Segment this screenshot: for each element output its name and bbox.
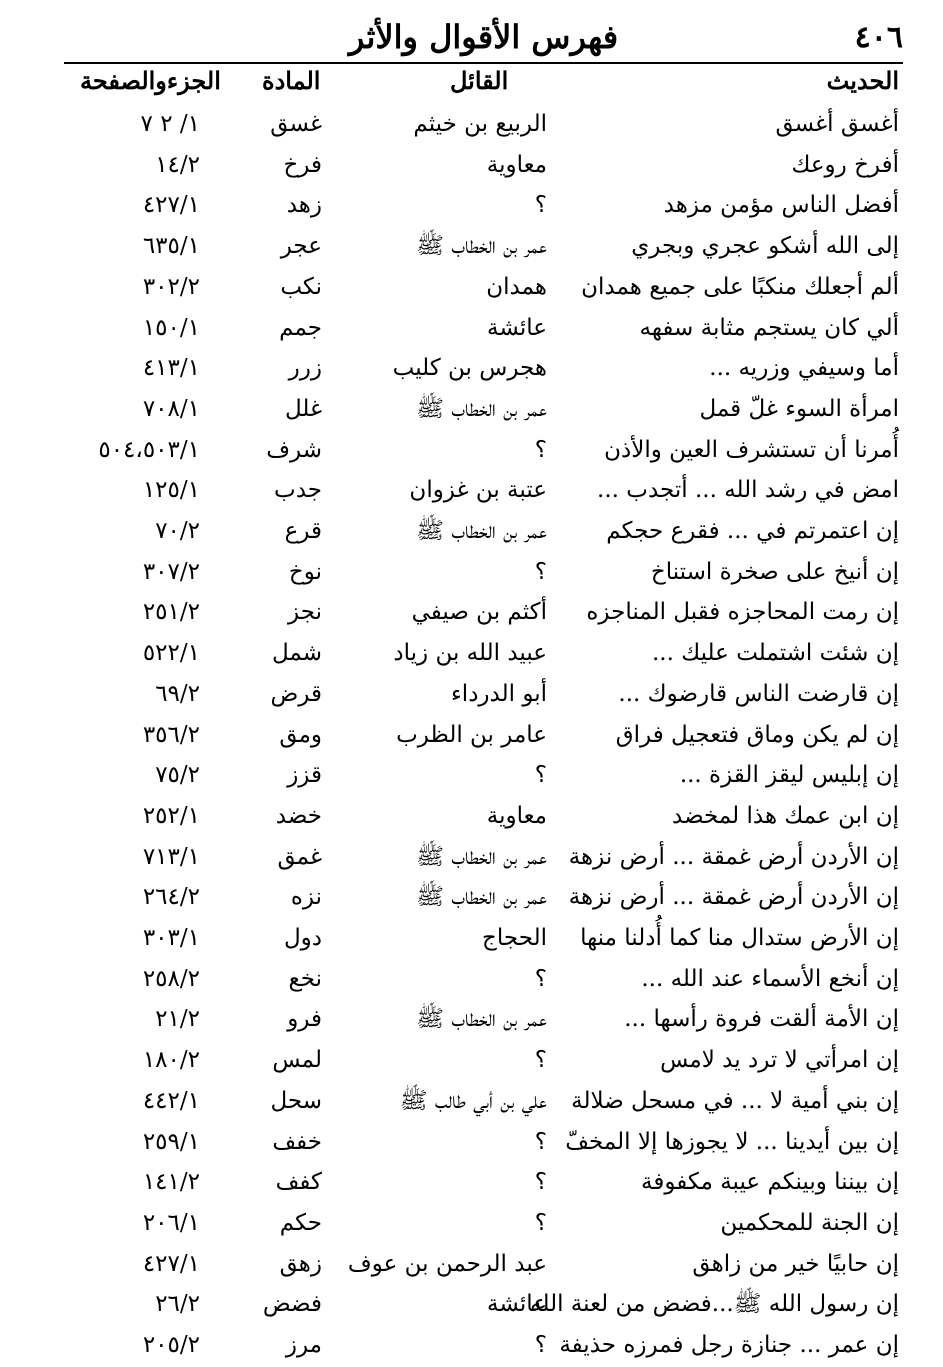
ref-cell: ٢٥١/٢ <box>142 599 200 626</box>
hadith-cell: إن الأردن أرض غمقة ... أرض نزهة <box>568 843 899 870</box>
qaail-cell: أكثم بن صيفي <box>411 599 547 626</box>
madda-cell: شمل <box>272 640 322 667</box>
table-row <box>0 715 943 755</box>
ref-cell: ٤١٣/١ <box>142 355 200 382</box>
table-row <box>0 145 943 185</box>
madda-cell: زهق <box>279 1250 322 1277</box>
ref-cell: ٥٠٤،٥٠٣/١ <box>98 436 200 463</box>
qaail-cell: همدان <box>486 273 547 300</box>
madda-cell: خفف <box>272 1128 322 1155</box>
madda-cell: قزز <box>287 762 322 789</box>
table-row <box>0 959 943 999</box>
hadith-cell: إن بين أيدينا ... لا يجوزها إلا المخفّ <box>565 1128 899 1155</box>
table-row <box>0 1203 943 1243</box>
madda-cell: فضض <box>262 1291 322 1318</box>
madda-cell: عجر <box>280 233 322 260</box>
qaail-cell: ؟ <box>534 558 547 585</box>
qaail-cell: أبو الدرداء <box>450 680 547 707</box>
ref-cell: ١٨٠/٢ <box>142 1047 200 1074</box>
madda-cell: مرز <box>285 1332 322 1358</box>
hadith-cell: أفضل الناس مؤمن مزهد <box>663 192 899 219</box>
qaail-cell: عمر بن الخطاب ﷺ <box>416 518 547 544</box>
table-row <box>0 999 943 1039</box>
qaail-cell: عمر بن الخطاب ﷺ <box>416 233 547 260</box>
qaail-cell: عمر بن الخطاب ﷺ <box>416 1006 547 1033</box>
ref-cell: ٣٠٢/٢ <box>142 273 200 300</box>
ref-cell: ٣٠٧/٢ <box>142 558 200 585</box>
madda-cell: قرض <box>270 680 322 707</box>
hadith-cell: إن عمر ... جنازة رجل فمرزه حذيفة <box>559 1332 899 1358</box>
ref-cell: ٢٥٩/١ <box>142 1128 200 1155</box>
hadith-cell: إن امرأتي لا ترد يد لامس <box>660 1047 899 1074</box>
table-row <box>0 674 943 714</box>
column-header-qaail: القائل <box>450 66 509 95</box>
table-row <box>0 837 943 877</box>
qaail-cell: عمر بن الخطاب ﷺ <box>416 395 547 422</box>
madda-cell: زهد <box>286 192 322 219</box>
page-number: ٤٠٦ <box>854 20 903 55</box>
qaail-cell: ؟ <box>534 1128 547 1155</box>
column-header-hadith: الحديث <box>826 66 899 95</box>
ref-cell: ٢٥٨/٢ <box>142 965 200 992</box>
madda-cell: شرف <box>266 436 322 463</box>
madda-cell: زرر <box>288 355 322 382</box>
table-row <box>0 389 943 429</box>
madda-cell: لمس <box>272 1047 322 1074</box>
hadith-cell: إن رسول الله ﷺ...فضض من لعنة الله <box>530 1291 899 1318</box>
madda-cell: كفف <box>275 1169 322 1196</box>
qaail-cell: ؟ <box>534 762 547 789</box>
madda-cell: حكم <box>279 1209 322 1236</box>
hadith-cell: ألم أجعلك منكبًا على جميع همدان <box>581 273 899 300</box>
qaail-cell: ؟ <box>534 1332 547 1358</box>
qaail-cell: عبيد الله بن زياد <box>393 640 547 667</box>
column-header-madda: المادة <box>262 66 321 95</box>
ref-cell: ٣٥٦/٢ <box>142 721 200 748</box>
qaail-cell: الحجاج <box>482 925 547 951</box>
madda-cell: دول <box>283 925 322 951</box>
madda-cell: خضد <box>275 802 322 829</box>
ref-cell: ١٤/٢ <box>155 151 200 178</box>
qaail-cell: عبد الرحمن بن عوف <box>347 1250 547 1277</box>
ref-cell: ٢٦/٢ <box>155 1291 200 1318</box>
hadith-cell: إن ابن عمك هذا لمخضد <box>672 802 899 829</box>
madda-cell: غسق <box>270 111 322 137</box>
hadith-cell: إن بني أمية لا ... في مسحل ضلالة <box>571 1087 899 1114</box>
hadith-cell: إن الجنة للمحكمين <box>720 1209 899 1236</box>
table-row <box>0 308 943 348</box>
table-row <box>0 918 943 958</box>
madda-cell: سحل <box>270 1087 322 1114</box>
table-row <box>0 470 943 510</box>
qaail-cell: علي بن أبي طالب ﷺ <box>399 1087 547 1114</box>
table-row <box>0 877 943 917</box>
ref-cell: ٢٠٦/١ <box>142 1209 200 1236</box>
table-row <box>0 1040 943 1080</box>
madda-cell: نجز <box>288 599 322 626</box>
hadith-cell: امرأة السوء غلّ قمل <box>699 395 899 422</box>
qaail-cell: عائشة <box>487 314 547 341</box>
ref-cell: ٢٦٤/٢ <box>142 884 200 911</box>
madda-cell: فرو <box>287 1006 322 1033</box>
hadith-cell: إن اعتمرتم في ... فقرع حجكم <box>606 518 899 544</box>
hadith-cell: ألي كان يستجم مثابة سفهه <box>639 314 899 341</box>
ref-cell: ١٥٠/١ <box>142 314 200 341</box>
hadith-cell: امض في رشد الله ... أتجدب ... <box>597 477 899 504</box>
qaail-cell: معاوية <box>486 802 547 829</box>
hadith-cell: إن إبليس ليقز القزة ... <box>679 762 899 789</box>
qaail-cell: ؟ <box>534 436 547 463</box>
madda-cell: نخع <box>288 965 322 992</box>
table-row <box>0 755 943 795</box>
madda-cell: غمق <box>277 843 322 870</box>
qaail-cell: هجرس بن كليب <box>392 355 547 382</box>
hadith-cell: إن قارضت الناس قارضوك ... <box>618 680 899 707</box>
madda-cell: غلل <box>284 395 322 422</box>
hadith-cell: إن أنخع الأسماء عند الله ... <box>641 965 899 992</box>
ref-cell: ٧٠/٢ <box>155 518 200 544</box>
table-row <box>0 1325 943 1365</box>
ref-cell: ٣٠٣/١ <box>142 925 200 951</box>
table-row <box>0 633 943 673</box>
table-row <box>0 430 943 470</box>
ref-cell: ١/ ٢ ٧ <box>140 111 200 137</box>
qaail-cell: ؟ <box>534 192 547 219</box>
madda-cell: ومق <box>279 721 322 748</box>
table-row <box>0 1284 943 1324</box>
ref-cell: ٢٠٥/٢ <box>142 1332 200 1358</box>
madda-cell: نوخ <box>288 558 322 585</box>
qaail-cell: عتبة بن غزوان <box>409 477 547 504</box>
hadith-cell: إن أنيخ على صخرة استناخ <box>650 558 899 585</box>
header-rule <box>64 62 903 64</box>
qaail-cell: ؟ <box>534 1209 547 1236</box>
page-header <box>64 18 903 62</box>
qaail-cell: معاوية <box>486 151 547 178</box>
table-row <box>0 552 943 592</box>
page-title: فهرس الأقوال والأثر <box>348 18 619 56</box>
table-row <box>0 1162 943 1202</box>
table-row <box>0 226 943 266</box>
ref-cell: ٧١٣/١ <box>142 843 200 870</box>
qaail-cell: عمر بن الخطاب ﷺ <box>416 884 547 911</box>
hadith-cell: أُمرنا أن تستشرف العين والأذن <box>604 436 899 463</box>
ref-cell: ٢٥٢/١ <box>142 802 200 829</box>
ref-cell: ١٤١/٢ <box>142 1169 200 1196</box>
table-row <box>0 348 943 388</box>
madda-cell: جمم <box>279 314 322 341</box>
qaail-cell: ؟ <box>534 1047 547 1074</box>
ref-cell: ٧٥/٢ <box>155 762 200 789</box>
table-row <box>0 796 943 836</box>
ref-cell: ٧٠٨/١ <box>142 395 200 422</box>
table-row <box>0 592 943 632</box>
qaail-cell: ؟ <box>534 1169 547 1196</box>
hadith-cell: أغسق أغسق <box>775 111 899 137</box>
qaail-cell: عامر بن الظرب <box>396 721 547 748</box>
ref-cell: ٤٢٧/١ <box>142 1250 200 1277</box>
hadith-cell: إن رمت المحاجزه فقبل المناجزه <box>586 599 899 626</box>
ref-cell: ٤٤٢/١ <box>142 1087 200 1114</box>
table-row <box>0 511 943 551</box>
ref-cell: ٥٢٢/١ <box>142 640 200 667</box>
table-row <box>0 185 943 225</box>
qaail-cell: عائشة <box>487 1291 547 1318</box>
madda-cell: فرخ <box>283 151 322 178</box>
hadith-cell: أما وسيفي وزريه ... <box>709 355 899 382</box>
hadith-cell: إن شئت اشتملت عليك ... <box>651 640 899 667</box>
madda-cell: جدب <box>274 477 322 504</box>
table-row <box>0 104 943 144</box>
madda-cell: نزه <box>290 884 322 911</box>
hadith-cell: إن الأرض ستدال منا كما أُدلنا منها <box>580 925 899 951</box>
qaail-cell: عمر بن الخطاب ﷺ <box>416 843 547 870</box>
madda-cell: نكب <box>280 273 322 300</box>
hadith-cell: إن حابيًا خير من زاهق <box>692 1250 899 1277</box>
hadith-cell: إن لم يكن وماق فتعجيل فراق <box>615 721 899 748</box>
qaail-cell: الربيع بن خيثم <box>413 111 547 137</box>
ref-cell: ٤٢٧/١ <box>142 192 200 219</box>
column-header-ref: الجزءوالصفحة <box>80 66 221 95</box>
hadith-cell: أفرخ روعك <box>791 151 899 178</box>
hadith-cell: إن الأردن أرض غمقة ... أرض نزهة <box>568 884 899 911</box>
ref-cell: ١٢٥/١ <box>142 477 200 504</box>
table-row <box>0 267 943 307</box>
madda-cell: قرع <box>284 518 322 544</box>
table-row <box>0 1244 943 1284</box>
table-row <box>0 1122 943 1162</box>
ref-cell: ٦٩/٢ <box>155 680 200 707</box>
hadith-cell: إلى الله أشكو عجري وبجري <box>631 233 899 260</box>
qaail-cell: ؟ <box>534 965 547 992</box>
hadith-cell: إن الأمة ألقت فروة رأسها ... <box>624 1006 899 1033</box>
table-row <box>0 1081 943 1121</box>
ref-cell: ٢١/٢ <box>155 1006 200 1033</box>
hadith-cell: إن بيننا وبينكم عيبة مكفوفة <box>641 1169 899 1196</box>
ref-cell: ٦٣٥/١ <box>142 233 200 260</box>
